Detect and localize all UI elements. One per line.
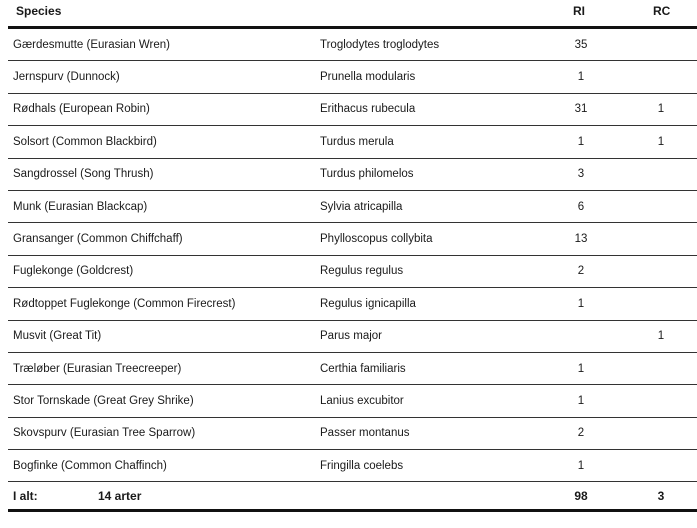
species-common-name: Sangdrossel (Song Thrush) <box>13 168 154 181</box>
table-row <box>8 256 697 288</box>
table-row <box>8 29 697 61</box>
species-latin-name: Lanius excubitor <box>320 394 404 407</box>
species-latin-name: Turdus merula <box>320 135 394 148</box>
total-species-count: 14 arter <box>98 488 142 503</box>
species-latin-name: Passer montanus <box>320 427 410 440</box>
ri-count: 1 <box>577 394 585 407</box>
species-latin-name: Fringilla coelebs <box>320 459 404 472</box>
species-latin-name: Sylvia atricapilla <box>320 200 403 213</box>
ri-count: 1 <box>577 362 585 375</box>
species-common-name: Rødhals (European Robin) <box>13 103 150 116</box>
ri-count: 3 <box>577 168 585 181</box>
ri-count: 1 <box>577 135 585 148</box>
ri-count: 31 <box>574 103 588 116</box>
species-common-name: Gærdesmutte (Eurasian Wren) <box>13 38 171 51</box>
species-latin-name: Troglodytes troglodytes <box>320 38 440 51</box>
table-row <box>8 450 697 482</box>
table-row <box>8 126 697 158</box>
ri-count: 6 <box>577 200 585 213</box>
species-common-name: Stor Tornskade (Great Grey Shrike) <box>13 394 194 407</box>
rc-count: 1 <box>657 135 665 148</box>
header-rc: RC <box>653 4 671 18</box>
header-ri: RI <box>573 4 585 18</box>
rc-count: 1 <box>657 330 665 343</box>
table-row <box>8 353 697 385</box>
species-common-name: Munk (Eurasian Blackcap) <box>13 200 148 213</box>
ri-count: 1 <box>577 459 585 472</box>
ri-count: 1 <box>577 297 585 310</box>
species-common-name: Solsort (Common Blackbird) <box>13 135 157 148</box>
ri-count: 13 <box>574 233 588 246</box>
species-common-name: Skovspurv (Eurasian Tree Sparrow) <box>13 427 196 440</box>
table-row <box>8 159 697 191</box>
table-row <box>8 385 697 417</box>
species-common-name: Fuglekonge (Goldcrest) <box>13 265 134 278</box>
total-rc: 3 <box>657 488 665 503</box>
species-latin-name: Regulus ignicapilla <box>320 297 416 310</box>
species-latin-name: Prunella modularis <box>320 71 416 84</box>
species-latin-name: Erithacus rubecula <box>320 103 416 116</box>
ri-count: 2 <box>577 265 585 278</box>
table-row <box>8 94 697 126</box>
total-ri: 98 <box>574 488 588 503</box>
species-table <box>8 0 697 512</box>
header-species: Species <box>16 4 62 18</box>
table-row <box>8 418 697 450</box>
species-common-name: Rødtoppet Fuglekonge (Common Firecrest) <box>13 297 236 310</box>
species-latin-name: Phylloscopus collybita <box>320 233 433 246</box>
species-latin-name: Parus major <box>320 330 382 343</box>
species-common-name: Jernspurv (Dunnock) <box>13 71 120 84</box>
species-common-name: Bogfinke (Common Chaffinch) <box>13 459 167 472</box>
table-row <box>8 61 697 93</box>
species-common-name: Musvit (Great Tit) <box>13 330 102 343</box>
table-row <box>8 223 697 255</box>
table-total-row <box>8 482 697 512</box>
table-row <box>8 321 697 353</box>
species-latin-name: Regulus regulus <box>320 265 404 278</box>
species-common-name: Træløber (Eurasian Treecreeper) <box>13 362 182 375</box>
ri-count: 2 <box>577 427 585 440</box>
species-common-name: Gransanger (Common Chiffchaff) <box>13 233 183 246</box>
ri-count: 35 <box>574 38 588 51</box>
rc-count: 1 <box>657 103 665 116</box>
species-latin-name: Certhia familiaris <box>320 362 406 375</box>
ri-count: 1 <box>577 71 585 84</box>
table-row <box>8 191 697 223</box>
total-label: I alt: <box>13 488 38 503</box>
table-body <box>8 29 697 482</box>
table-row <box>8 288 697 320</box>
table-header <box>8 0 697 29</box>
species-latin-name: Turdus philomelos <box>320 168 414 181</box>
